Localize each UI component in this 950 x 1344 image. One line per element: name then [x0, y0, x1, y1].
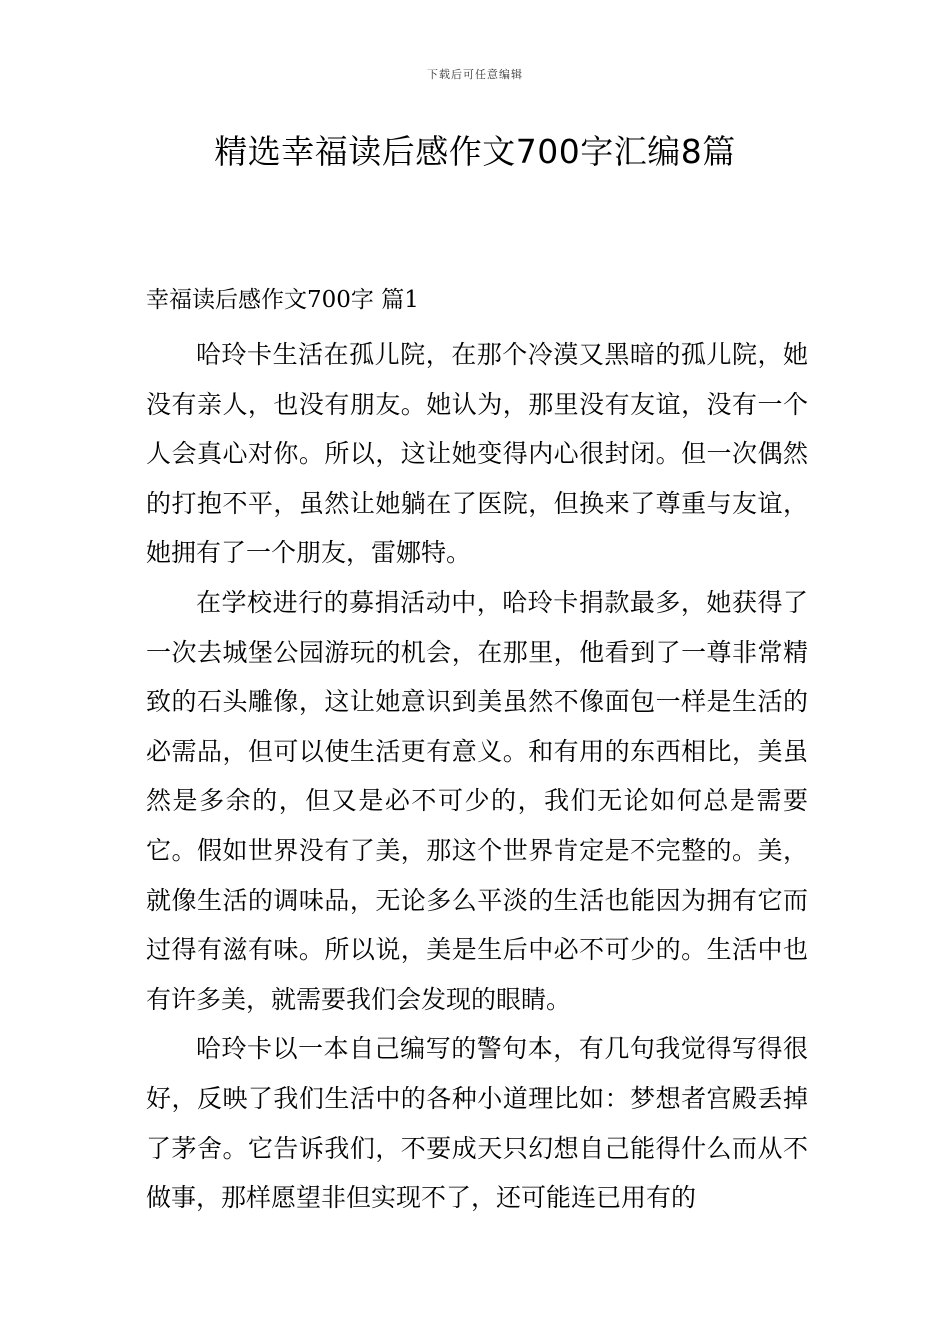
document-title: 精选幸福读后感作文700字汇编8篇 — [214, 132, 736, 171]
paragraph-2: 在学校进行的募捐活动中，哈玲卡捐款最多，她获得了一次去城堡公园游玩的机会，在那里，他看到了一尊非常精致的石头雕像，这让她意识到美虽然不像面包一样是生活的必需品，但可以使生活更有意义。和有用的东西相比，美虽然是多余的，但又是必不可少的，我们无论如何总是需要它。假如世界没有了美，那这个世界肯定是不完整的。美，就像生活的调味品，无论多么平淡的生活也能因为拥有它而过得有滋有味。所以说，美是生后中必不可少的。生活中也有许多美，就需要我们会发现的眼睛。 — [146, 587, 808, 1014]
header-note: 下载后可任意编辑 — [427, 68, 523, 81]
paragraph-3: 哈玲卡以一本自己编写的警句本，有几句我觉得写得很好，反映了我们生活中的各种小道理比如：梦想者宫殿丢掉了茅舍。它告诉我们，不要成天只幻想自己能得什么而从不做事，那样愿望非但实现不了，还可能连已用有的 — [146, 1034, 808, 1213]
body-text — [146, 330, 808, 1223]
section-heading: 幸福读后感作文700字 篇1 — [146, 287, 419, 313]
paragraph-1: 哈玲卡生活在孤儿院，在那个冷漠又黑暗的孤儿院，她没有亲人，也没有朋友。她认为，那里没有友谊，没有一个人会真心对你。所以，这让她变得内心很封闭。但一次偶然的打抱不平，虽然让她躺在了医院，但换来了尊重与友谊，她拥有了一个朋友，雷娜特。 — [146, 340, 808, 568]
